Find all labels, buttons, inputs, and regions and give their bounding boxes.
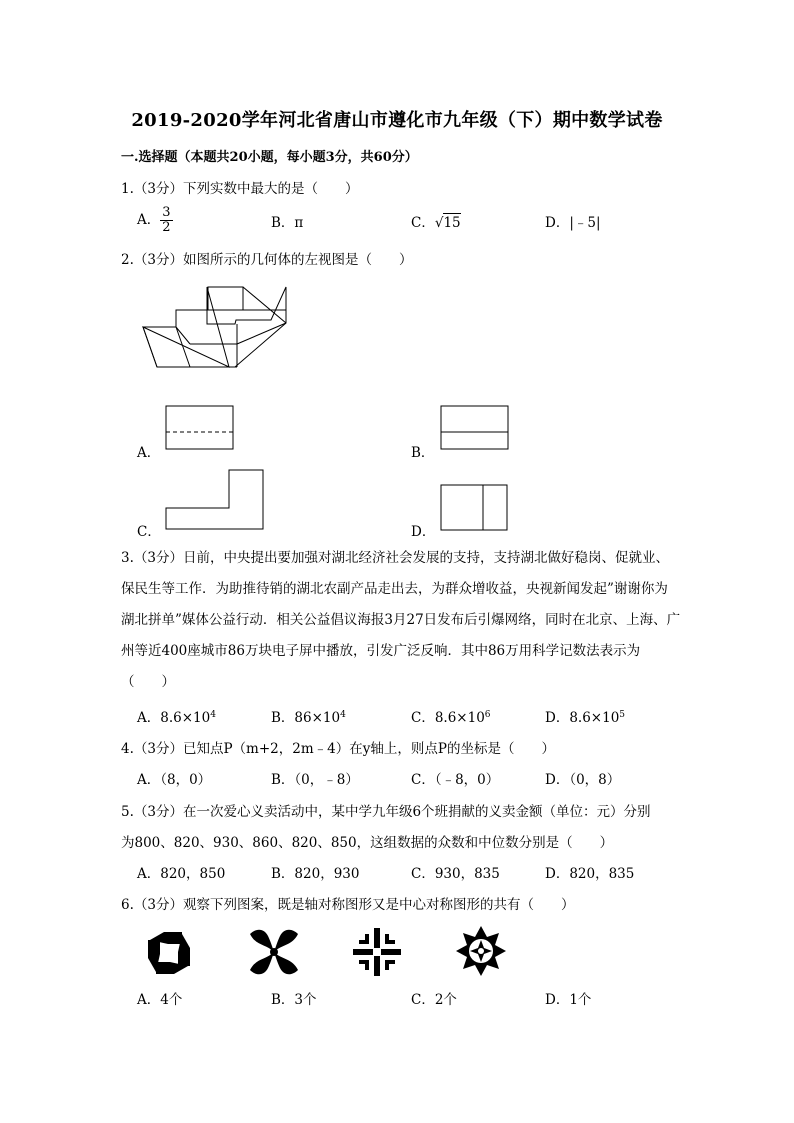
question-3-option-a [137,706,216,726]
question-2-stem: 2.（3分）如图所示的几何体的左视图是（ ） [121,252,413,268]
question-5-line-2: 为800、820、930、860、820、850，这组数据的众数和中位数分别是（ ） [121,835,614,851]
question-5-option-a: A．820，850 [137,866,226,882]
question-2-option-d: D． [411,524,436,540]
fraction [160,206,172,235]
fraction-numerator: 3 [162,205,171,220]
radicand: 15 [443,215,461,231]
pattern-4-icon [454,924,508,978]
option-c-label: C． [411,215,435,231]
question-6-option-a: A．4个 [137,992,183,1008]
question-3-option-b [271,706,346,726]
question-4-option-a: A．（8，0） [137,772,212,788]
option-exponent: 4 [340,710,346,720]
question-3-option-c [411,706,491,726]
option-base: C．8.6×10 [411,710,485,726]
option-c-view [164,468,266,532]
question-4-option-d: D．（0，8） [545,772,621,788]
question-2-option-c: C． [137,524,161,540]
option-a-view [165,405,235,451]
question-3-option-d [545,706,625,726]
question-4-option-b: B．（0，﹣8） [271,772,359,788]
option-exponent: 4 [210,710,216,720]
question-4-stem: 4.（3分）已知点P（m+2，2m﹣4）在y轴上，则点P的坐标是（ ） [121,741,555,757]
question-2-option-a: A． [137,445,161,461]
pattern-1-icon [144,928,194,978]
question-4-option-c: C．（﹣8，0） [411,772,500,788]
question-3-text: 3.（3分）日前，中央提出要加强对湖北经济社会发展的支持，支持湖北做好稳岗、促就业、保民生等工作．为助推待销的湖北农副产品走出去，为群众增收益，央视新闻发起”谢谢你为湖北拼单”媒体公益行动．相关公益倡议海报3月27日发布后引爆网络，同时在北京、上海、广州等近400座城市86万块电子屏中播放，引发广泛反响．其中86万用科学记数法表示为（ ） [121,550,681,690]
pattern-3-icon [351,926,403,978]
question-5-option-b: B．820，930 [271,866,360,882]
question-1-option-c [411,211,461,231]
question-2-option-b: B． [411,445,435,461]
option-exponent: 5 [619,710,626,720]
option-base: D．8.6×10 [545,710,620,726]
option-base: B．86×10 [271,710,341,726]
fraction-denominator: 2 [162,220,171,235]
stepped-solid-figure [138,284,288,374]
section-heading: 一.选择题（本题共20小题，每小题3分，共60分） [121,150,418,165]
question-6-option-d: D．1个 [545,992,592,1008]
question-1-option-a [137,206,173,235]
question-5-option-d: D．820，835 [545,866,635,882]
question-6-option-b: B．3个 [271,992,317,1008]
option-a-label: A． [137,212,161,228]
option-b-view [440,405,510,451]
question-1-option-b: B．π [271,215,304,231]
option-base: A．8.6×10 [137,710,211,726]
question-6-stem: 6.（3分）观察下列图案，既是轴对称图形又是中心对称图形的共有（ ） [121,897,575,913]
pattern-2-icon [246,926,302,978]
page-title: 2019-2020学年河北省唐山市遵化市九年级（下）期中数学试卷 [131,110,663,131]
question-1-stem: 1.（3分）下列实数中最大的是（ ） [121,181,359,197]
option-d-view [440,484,510,532]
question-5-line-1: 5.（3分）在一次爱心义卖活动中，某中学九年级6个班捐献的义卖金额（单位：元）分别 [121,804,651,820]
option-exponent: 6 [484,710,491,720]
question-5-option-c: C．930，835 [411,866,500,882]
question-6-option-c: C．2个 [411,992,457,1008]
sqrt-sign: √ [434,215,444,231]
question-1-option-d: D．|﹣5| [545,215,601,231]
